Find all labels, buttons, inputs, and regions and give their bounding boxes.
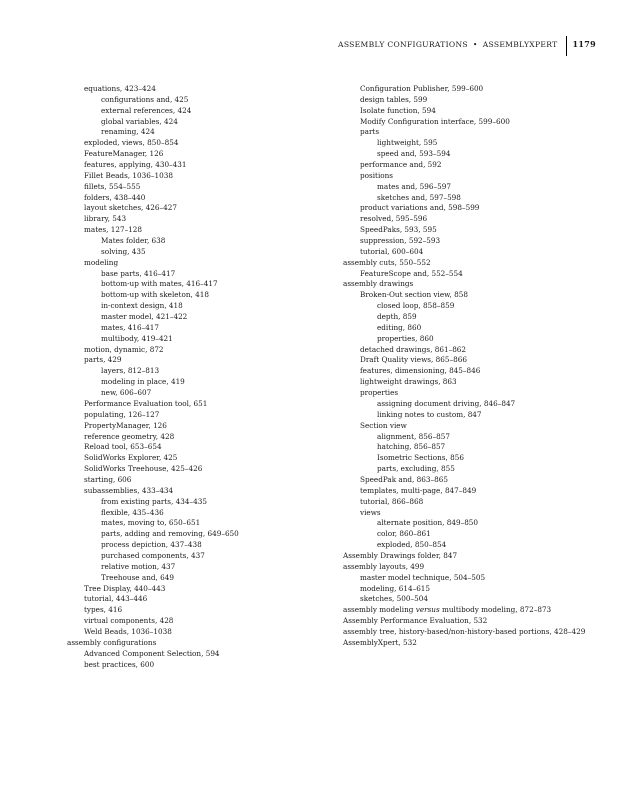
index-subentry: FeatureManager, 126 [84,149,164,159]
index-subentry: templates, multi-page, 847–849 [360,485,477,495]
index-sub-subentry: speed and, 593–594 [377,149,451,159]
index-sub-subentry: bottom-up with mates, 416–417 [101,279,218,289]
index-subentry: Performance Evaluation tool, 651 [84,398,208,408]
index-subentry: properties [360,388,399,398]
index-main-entry: assembly drawings [343,279,414,289]
index-subentry: Broken-Out section view, 858 [360,290,468,300]
index-column-left [67,84,329,670]
index-sub-subentry: properties, 860 [377,333,434,343]
index-subentry: SpeedPak and, 863–865 [360,474,448,484]
index-subentry: library, 543 [84,214,127,224]
index-sub-subentry: mates, 416–417 [101,322,160,332]
index-main-entry [343,605,605,616]
index-subentry: positions [360,170,394,180]
index-subentry: parts [360,127,380,137]
index-subentry: virtual components, 428 [84,616,174,626]
index-subentry: types, 416 [84,605,123,615]
index-subentry: Modify Configuration interface, 599–600 [360,116,510,126]
index-sub-subentry: Isometric Sections, 856 [377,453,464,463]
index-subentry: design tables, 599 [360,94,428,104]
index-sub-subentry: in-context design, 418 [101,301,183,311]
index-subentry: views [360,507,381,517]
index-sub-subentry: from existing parts, 434–435 [101,496,207,506]
index-subentry: detached drawings, 861–862 [360,344,467,354]
index-sub-subentry: relative motion, 437 [101,561,176,571]
page-number: 1179 [572,39,596,49]
index-subentry: subassemblies, 433–434 [84,485,174,495]
index-subentry: tutorial, 443–446 [84,594,148,604]
index-sub-subentry: external references, 424 [101,105,192,115]
index-subentry: Configuration Publisher, 599–600 [360,84,484,93]
index-subentry: Isolate function, 594 [360,105,436,115]
running-head-section: ASSEMBLY CONFIGURATIONS [338,39,468,49]
index-subentry: FeatureScope and, 552–554 [360,268,463,278]
index-sub-subentry: base parts, 416–417 [101,268,176,278]
index-subentry: tutorial, 600–604 [360,246,424,256]
index-subentry: Reload tool, 653–654 [84,442,162,452]
index-sub-subentry: depth, 859 [377,312,417,322]
index-subentry: Tree Display, 440–443 [84,583,166,593]
index-sub-subentry: purchased components, 437 [101,550,205,560]
index-subentry: layout sketches, 426–427 [84,203,177,213]
index-subentry: performance and, 592 [360,160,442,170]
index-subentry: SolidWorks Explorer, 425 [84,453,178,463]
index-subentry: features, applying, 430–431 [84,160,187,170]
index-main-entry: Assembly Performance Evaluation, 532 [343,616,488,626]
index-subentry: fillets, 554–555 [84,181,141,191]
index-main-entry: assembly tree, history-based/non-history-based portions, 428–429 [343,626,586,636]
index-sub-subentry: global variables, 424 [101,116,178,126]
index-subentry: features, dimensioning, 845–846 [360,366,481,376]
index-subentry: master model technique, 504–505 [360,572,486,582]
index-sub-subentry: closed loop, 858–859 [377,301,455,311]
index-sub-subentry: parts, adding and removing, 649–650 [101,529,239,539]
index-subentry: reference geometry, 428 [84,431,175,441]
index-subentry: equations, 423–424 [84,84,156,93]
index-sub-subentry: multibody, 419–421 [101,333,173,343]
index-subentry: lightweight drawings, 863 [360,377,457,387]
index-sub-subentry: assigning document driving, 846–847 [377,398,516,408]
index-sub-subentry: linking notes to custom, 847 [377,409,482,419]
index-subentry: Draft Quality views, 865–866 [360,355,467,365]
index-sub-subentry: Treehouse and, 649 [101,572,174,582]
index-sub-subentry: lightweight, 595 [377,138,438,148]
running-head [300,36,596,52]
index-subentry: populating, 126–127 [84,409,160,419]
index-subentry: mates, 127–128 [84,225,143,235]
running-head-rule [566,36,567,56]
index-main-entry: assembly cuts, 550–552 [343,257,431,267]
index-sub-subentry: bottom-up with skeleton, 418 [101,290,209,300]
index-sub-subentry: color, 860–861 [377,529,431,539]
index-sub-subentry: sketches and, 597–598 [377,192,461,202]
index-sub-subentry: renaming, 424 [101,127,155,137]
index-subentry: suppression, 592–593 [360,236,441,246]
entry-text-italic: versus [415,605,440,615]
index-sub-subentry: mates and, 596–597 [377,181,451,191]
index-subentry: resolved, 595–596 [360,214,428,224]
index-sub-subentry: solving, 435 [101,246,146,256]
index-sub-subentry: layers, 812–813 [101,366,160,376]
index-subentry: sketches, 500–504 [360,594,428,604]
running-head-chapter: ASSEMBLYXPERT [482,39,558,49]
index-sub-subentry: Mates folder, 638 [101,236,166,246]
index-subentry: motion, dynamic, 872 [84,344,164,354]
running-head-separator: • [472,39,478,49]
index-sub-subentry: parts, excluding, 855 [377,464,455,474]
entry-text: assembly modeling [343,605,416,615]
index-subentry: modeling, 614–615 [360,583,431,593]
index-subentry: folders, 438–440 [84,192,146,202]
index-sub-subentry: mates, moving to, 650–651 [101,518,201,528]
index-sub-subentry: modeling in place, 419 [101,377,185,387]
index-sub-subentry: master model, 421–422 [101,312,188,322]
index-column-right [343,84,605,649]
index-sub-subentry: exploded, 850–854 [377,540,447,550]
index-subentry: Weld Beads, 1036–1038 [84,626,172,636]
index-subentry: parts, 429 [84,355,122,365]
index-sub-subentry: editing, 860 [377,322,422,332]
index-subentry: SpeedPaks, 593, 595 [360,225,437,235]
index-subentry: exploded, views, 850–854 [84,138,179,148]
index-sub-subentry: alternate position, 849–850 [377,518,479,528]
index-main-entry: Assembly Drawings folder, 847 [343,550,458,560]
index-subentry: Section view [360,420,407,430]
index-sub-subentry: process depiction, 437–438 [101,540,202,550]
entry-text: multibody modeling, 872–873 [439,605,552,615]
index-subentry: SolidWorks Treehouse, 425–426 [84,464,203,474]
index-subentry: modeling [84,257,119,267]
index-subentry: Advanced Component Selection, 594 [84,648,220,658]
index-subentry: product variations and, 598–599 [360,203,480,213]
index-subentry: starting, 606 [84,474,132,484]
index-sub-subentry: configurations and, 425 [101,94,189,104]
index-subentry: Fillet Beads, 1036–1038 [84,170,173,180]
index-subentry: PropertyManager, 126 [84,420,167,430]
index-main-entry: assembly layouts, 499 [343,561,425,571]
index-sub-subentry: hatching, 856–857 [377,442,446,452]
index-sub-subentry: alignment, 856–857 [377,431,450,441]
index-subentry: tutorial, 866–868 [360,496,424,506]
index-subentry: best practices, 600 [84,659,155,669]
index-main-entry: AssemblyXpert, 532 [343,637,417,647]
index-sub-subentry: new, 606–607 [101,388,152,398]
index-main-entry: assembly configurations [67,637,157,647]
index-sub-subentry: flexible, 435–436 [101,507,164,517]
